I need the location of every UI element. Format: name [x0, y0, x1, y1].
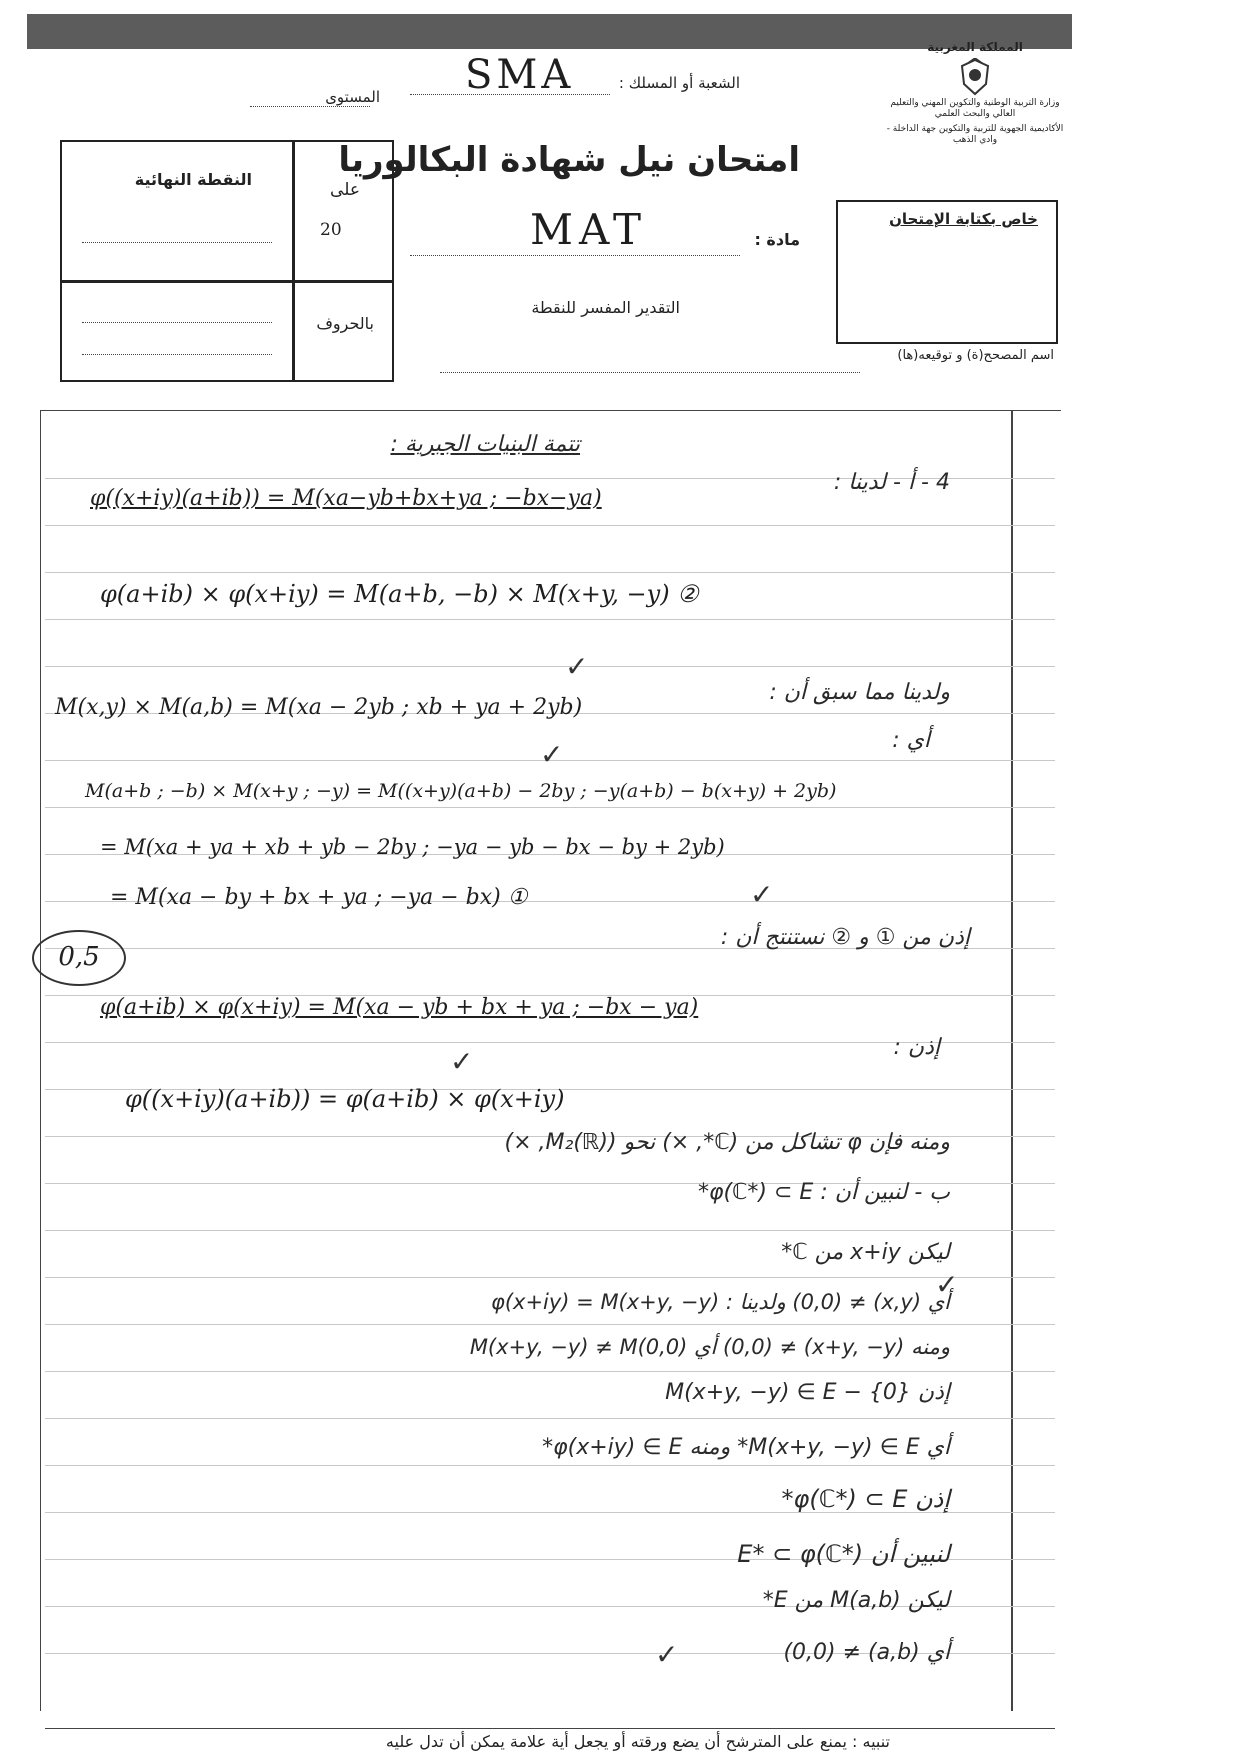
- ruled-line: [45, 1371, 1055, 1372]
- kingdom-label: المملكة المغربية: [927, 40, 1023, 54]
- answer-line: ب - لنبين أن : φ(ℂ*) ⊂ E*: [697, 1180, 950, 1205]
- check-mark-icon: ✓: [450, 1045, 474, 1078]
- ruled-line: [45, 807, 1055, 808]
- in-letters-dotline-2: [82, 354, 272, 355]
- out-of-label: على: [330, 180, 360, 200]
- subject-label: مادة :: [754, 230, 800, 249]
- score-circle: 0,5: [32, 930, 126, 986]
- corrector-label: اسم المصحح(ة) و توقيعه(ها): [897, 348, 1054, 363]
- check-mark-icon: ✓: [565, 650, 589, 683]
- academy-text: الأكاديمية الجهوية للتربية والتكوين جهة الداخلة - وادي الذهب: [886, 124, 1064, 145]
- branch-value: SMA: [465, 52, 575, 98]
- check-mark-icon: ✓: [655, 1638, 679, 1671]
- answer-line: = M(xa − by + bx + ya ; −ya − bx) ①: [110, 885, 528, 910]
- answer-sheet-margin: [1011, 411, 1013, 1711]
- level-dotline: [250, 106, 370, 107]
- answer-line: φ(a+ib) × φ(x+iy) = M(xa − yb + bx + ya ; −bx − ya): [100, 995, 699, 1020]
- ruled-line: [45, 619, 1055, 620]
- grade-table-vdivider: [292, 142, 295, 380]
- emblem-icon: [958, 58, 992, 96]
- final-grade-label: النقطة النهائية: [134, 170, 252, 189]
- ruled-line: [45, 1465, 1055, 1466]
- answer-line: أي M(x+y, −y) ∈ E* ومنه φ(x+iy) ∈ E*: [542, 1435, 950, 1460]
- exam-office-box-title: خاص بكتابة الإمتحان: [889, 210, 1038, 228]
- check-mark-icon: ✓: [935, 1268, 959, 1301]
- answer-line: إذن :: [893, 1035, 940, 1060]
- answer-line: ليكن x+iy من ℂ*: [781, 1240, 950, 1265]
- answer-line: إذن من ① و ② نستنتج أن :: [720, 925, 970, 950]
- answer-line: φ(a+ib) × φ(x+iy) = M(a+b, −b) × M(x+y, −y) ②: [100, 580, 699, 608]
- level-label: المستوى: [325, 88, 380, 106]
- branch-label: الشعبة أو المسلك :: [618, 74, 740, 92]
- answer-line: M(a+b ; −b) × M(x+y ; −y) = M((x+y)(a+b) − 2by ; −y(a+b) − b(x+y) + 2yb): [85, 780, 837, 802]
- answer-line: أي (x,y) ≠ (0,0) ولدينا : φ(x+iy) = M(x+y, −y): [490, 1290, 950, 1314]
- ministry-logo: [880, 40, 1070, 190]
- ruled-line: [45, 1277, 1055, 1278]
- answer-line: = M(xa + ya + xb + yb − 2by ; −ya − yb − bx − by + 2yb): [100, 835, 725, 859]
- ministry-text: وزارة التربية الوطنية والتكوين المهني والتعليم العالي والبحث العلمي: [890, 98, 1060, 119]
- answer-line: إذن φ(ℂ*) ⊂ E*: [781, 1485, 950, 1513]
- ruled-line: [45, 1230, 1055, 1231]
- answer-line: φ((x+iy)(a+ib)) = φ(a+ib) × φ(x+iy): [125, 1085, 565, 1113]
- check-mark-icon: ✓: [750, 878, 774, 911]
- footer-notice: تنبيه : يمنع على المترشح أن يضع ورقته أو يجعل أية علامة يمكن أن تدل عليه: [385, 1732, 890, 1751]
- final-grade-dotline: [82, 242, 272, 243]
- grade-table: [60, 140, 394, 382]
- answer-line: لنبين أن E* ⊂ φ(ℂ*): [737, 1540, 950, 1568]
- answer-line: φ((x+iy)(a+ib)) = M(xa−yb+bx+ya ; −bx−ya): [90, 486, 602, 511]
- in-letters-label: بالحروف: [316, 314, 374, 333]
- ruled-line: [45, 525, 1055, 526]
- answer-line: M(x,y) × M(a,b) = M(xa − 2yb ; xb + ya + 2yb): [55, 695, 583, 720]
- ruled-line: [45, 572, 1055, 573]
- exam-office-box: [836, 200, 1058, 344]
- answer-line: إذن M(x+y, −y) ∈ E − {0}: [665, 1380, 950, 1405]
- answer-line: ولدينا مما سبق أن :: [769, 680, 950, 705]
- subject-dotline: [410, 255, 740, 256]
- footer-rule: [45, 1728, 1055, 1729]
- in-letters-dotline-1: [82, 322, 272, 323]
- ruled-line: [45, 1324, 1055, 1325]
- out-of-value: 20: [320, 220, 342, 240]
- answer-line: 4 - أ - لدينا :: [833, 470, 950, 495]
- answer-line: ليكن M(a,b) من E*: [762, 1588, 950, 1613]
- answer-line: أي (a,b) ≠ (0,0): [783, 1640, 950, 1665]
- section-heading: تتمة البنيات الجبرية :: [390, 432, 580, 457]
- exam-title: امتحان نيل شهادة البكالوريا: [338, 140, 800, 180]
- answer-line: ومنه فإن φ تشاكل من (ℂ*, ×) نحو (M₂(ℝ), ×): [504, 1130, 950, 1155]
- answer-line: أي :: [892, 728, 930, 753]
- subject-value: MAT: [530, 205, 648, 254]
- ruled-line: [45, 666, 1055, 667]
- grade-detail-label: التقدير المفسر للنقطة: [531, 298, 680, 317]
- check-mark-icon: ✓: [540, 738, 564, 771]
- grade-table-hdivider: [62, 280, 392, 283]
- answer-line: ومنه (x+y, −y) ≠ (0,0) أي M(x+y, −y) ≠ M(0,0): [469, 1335, 950, 1359]
- ruled-line: [45, 1418, 1055, 1419]
- grade-detail-dotline: [440, 372, 860, 373]
